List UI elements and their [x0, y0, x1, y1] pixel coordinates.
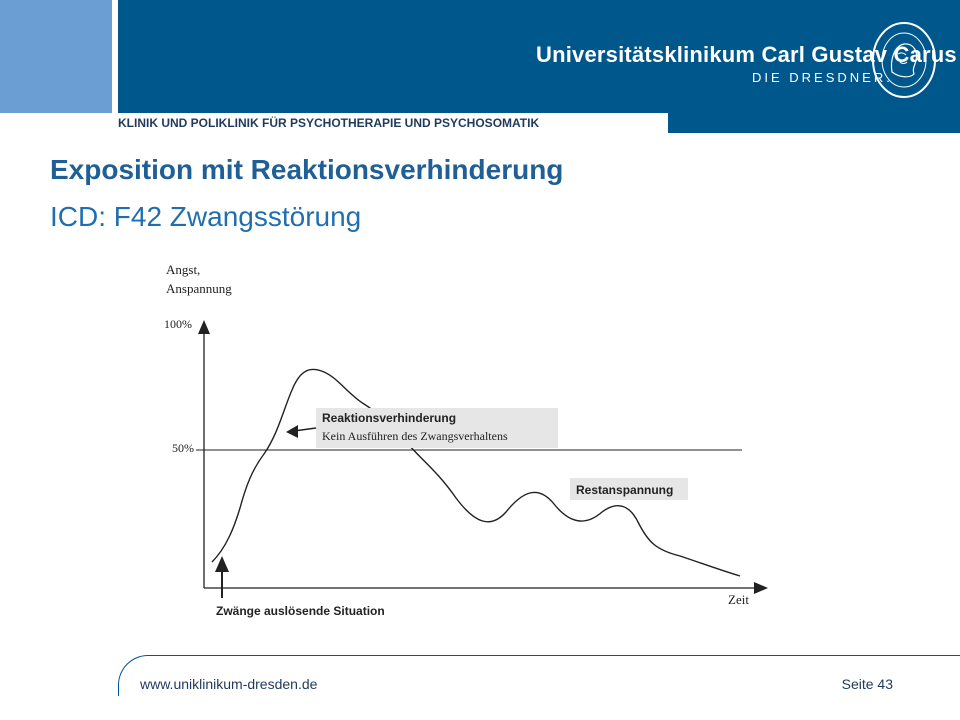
institution-tagline: DIE DRESDNER.: [752, 70, 893, 85]
footer-url[interactable]: www.uniklinikum-dresden.de: [140, 676, 318, 692]
tick-50: 50%: [172, 441, 194, 455]
trigger-label: Zwänge auslösende Situation: [216, 604, 385, 618]
y-axis-arrow: [198, 320, 210, 334]
anxiety-curve: [212, 369, 740, 576]
reaction-arrow-head: [286, 425, 298, 438]
y-axis-label-line2: Anspannung: [166, 281, 232, 296]
reaction-prevention-title: Reaktionsverhinderung: [322, 411, 457, 425]
page-number: Seite 43: [841, 676, 893, 692]
header-bar-lower: [668, 113, 960, 133]
y-axis-label-line1: Angst,: [166, 262, 201, 277]
trigger-arrow-head: [215, 556, 229, 572]
x-axis-arrow: [754, 582, 768, 594]
slide-subtitle: ICD: F42 Zwangsstörung: [50, 201, 362, 232]
residual-tension-label: Restanspannung: [576, 483, 674, 497]
footer-frame-line: [158, 655, 960, 656]
clinic-name: KLINIK UND POLIKLINIK FÜR PSYCHOTHERAPIE UND PSYCHOSOMATIK: [118, 116, 540, 130]
anxiety-curve-diagram: [160, 258, 780, 628]
x-axis-label: Zeit: [728, 592, 749, 607]
institution-name: Universitätsklinikum Carl Gustav Carus: [536, 42, 957, 67]
tick-100: 100%: [164, 317, 192, 331]
reaction-prevention-desc: Kein Ausführen des Zwangsverhaltens: [322, 429, 508, 443]
university-seal-logo: [870, 20, 938, 100]
header-accent-block: [0, 0, 112, 113]
slide-title: Exposition mit Reaktionsverhinderung: [50, 154, 564, 185]
